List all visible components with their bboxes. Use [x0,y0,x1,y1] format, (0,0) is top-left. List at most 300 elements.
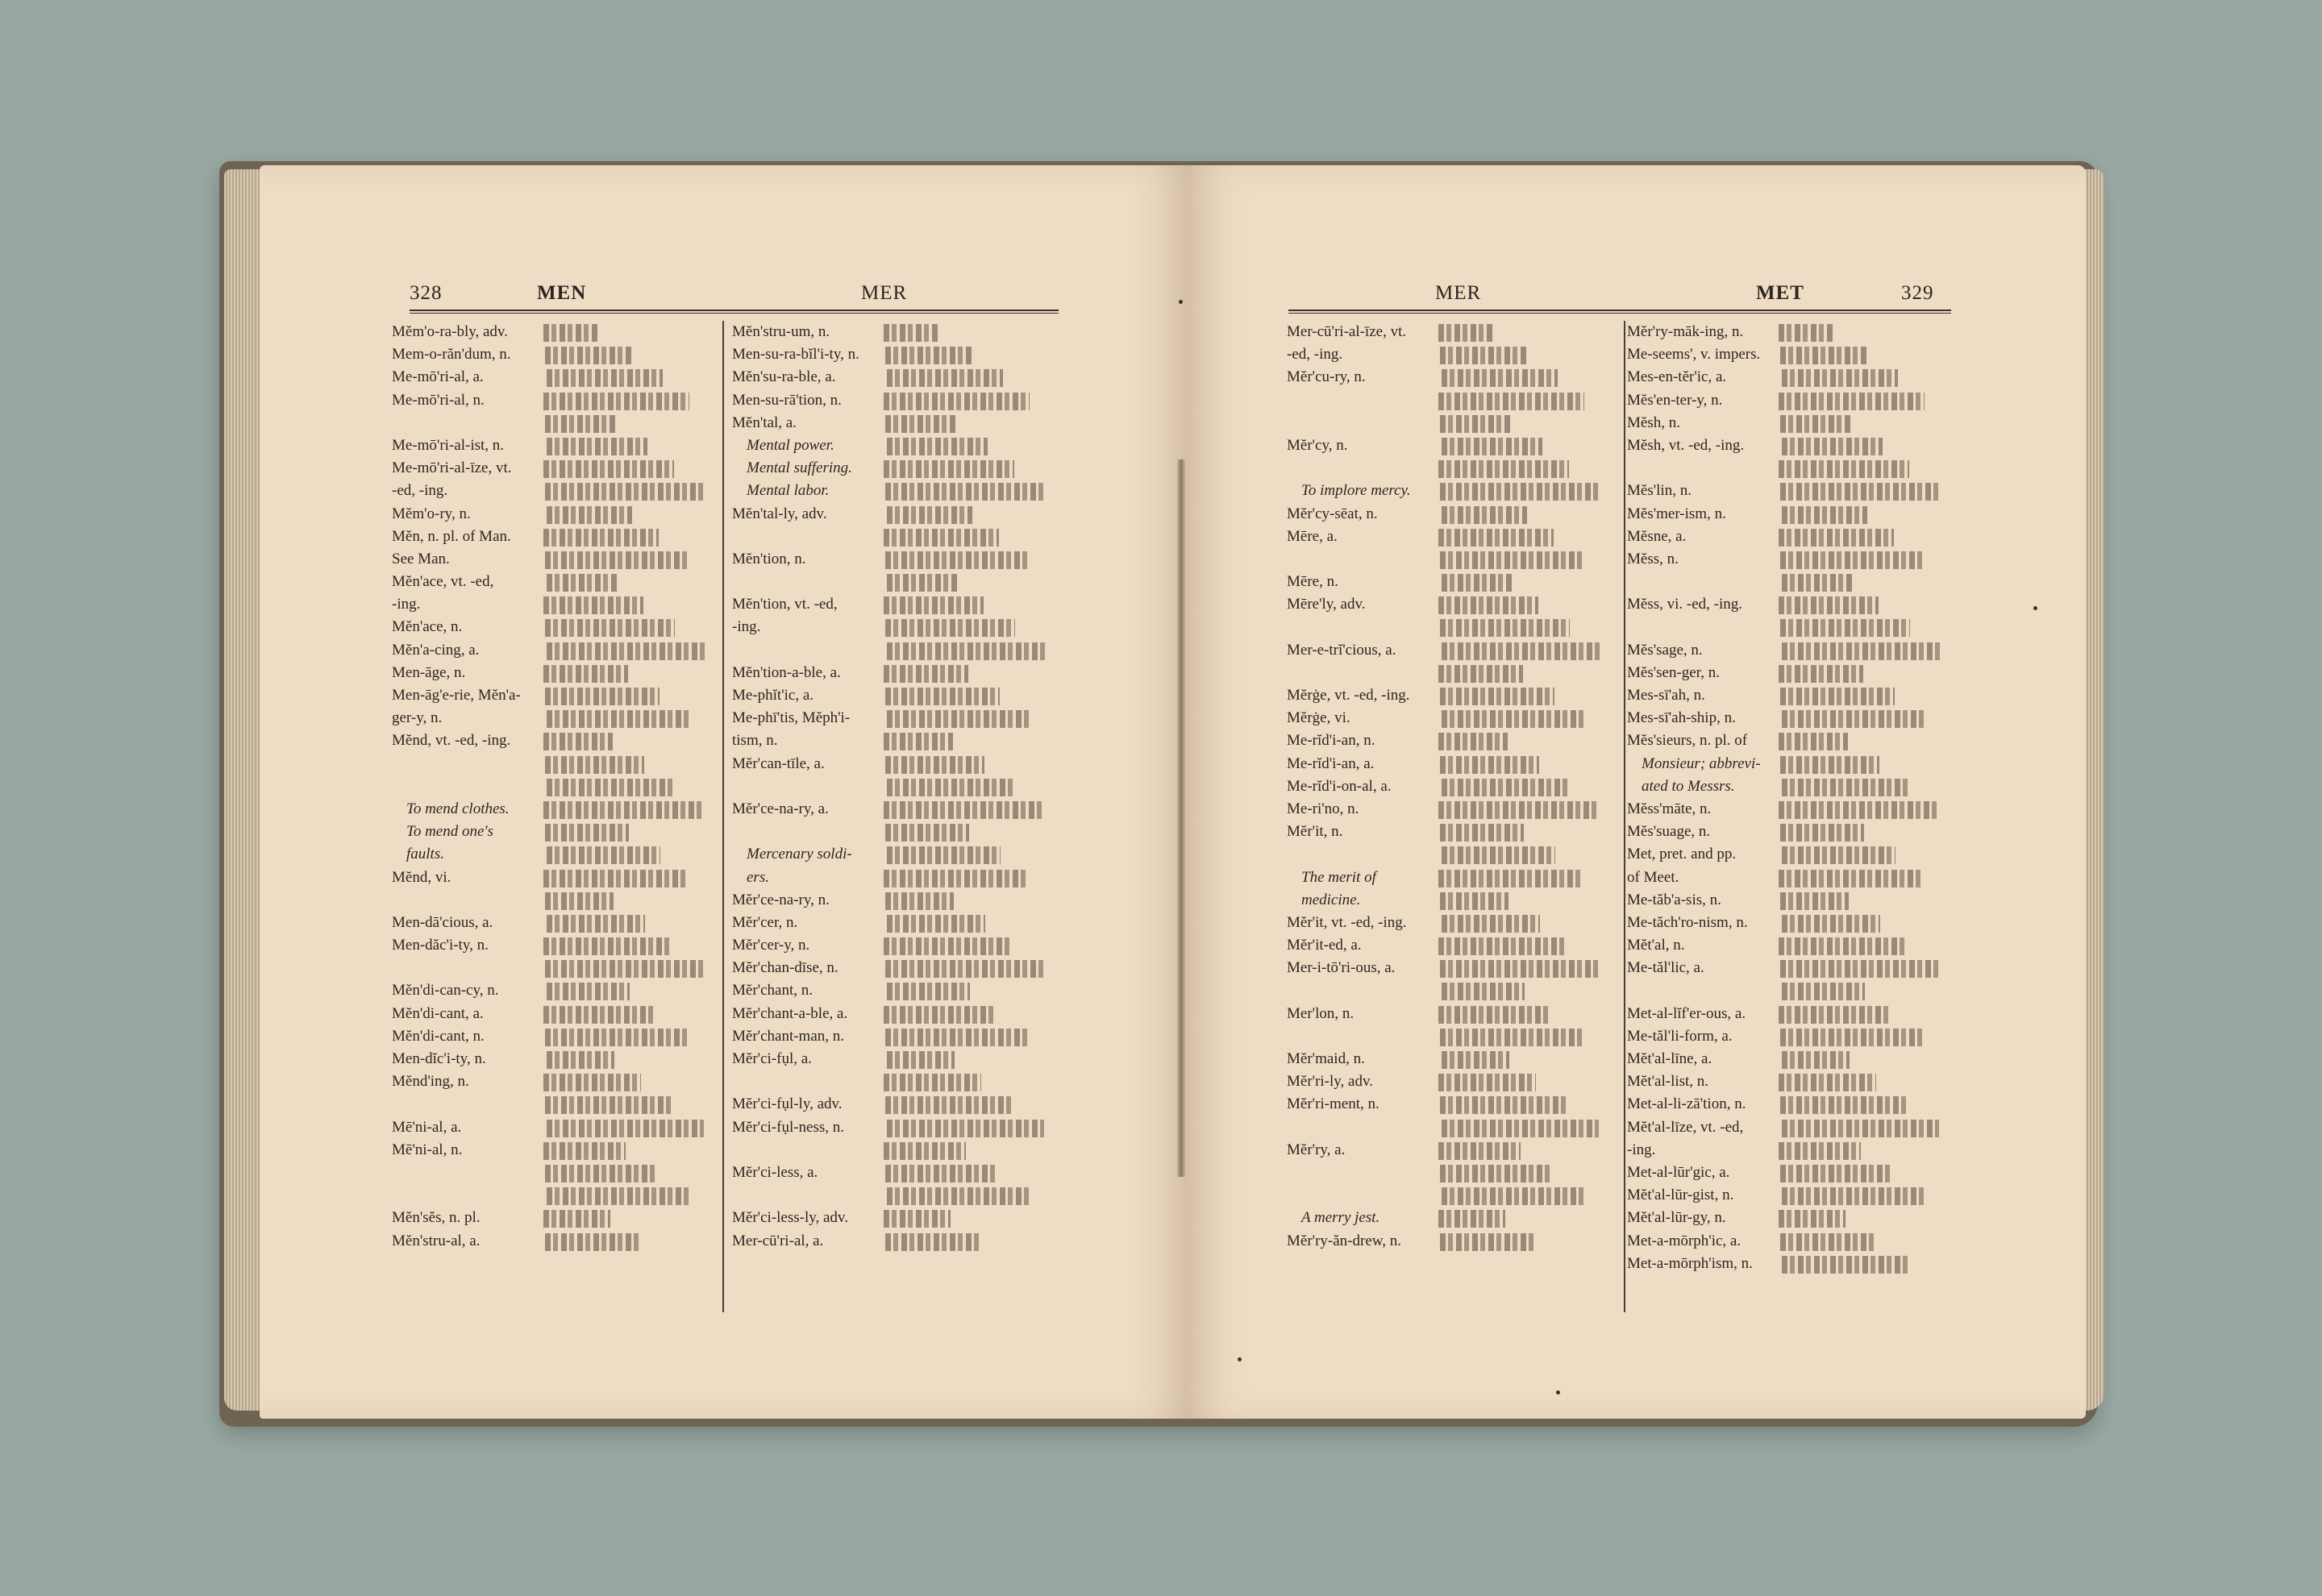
headword: Mĕm'o-ra-bly, adv. [392,323,508,340]
headword: Mĕr'ri-ment, n. [1287,1095,1379,1113]
headword: Me-ri'no, n. [1287,800,1359,817]
definition-glyphs [885,892,954,910]
dictionary-entry [392,957,718,979]
headword: Me-rĭd'i-an, a. [1287,754,1375,772]
headword: Mĕn'tion, vt. -ed, [732,596,838,613]
headword: Mĕr'ce-na-ry, n. [732,891,830,908]
header-rule [1288,310,1951,314]
definition-glyphs [1438,665,1523,683]
definition-glyphs [547,1187,689,1205]
definition-glyphs [1780,551,1925,569]
definition-glyphs [547,846,660,864]
headword: Mĕn'di-cant, n. [392,1027,485,1045]
definition-glyphs [1438,1074,1536,1091]
dictionary-entry [732,684,1059,707]
definition-glyphs [887,915,985,933]
definition-glyphs [1782,915,1880,933]
definition-glyphs [884,870,1027,887]
dictionary-entry [392,321,718,343]
dictionary-entry [1627,1116,1954,1139]
definition-glyphs [885,619,1015,637]
dictionary-entry [1627,526,1954,548]
headword: Mĕr'ri-ly, adv. [1287,1073,1374,1091]
headword: Me-tăl'li-form, a. [1627,1027,1733,1045]
dictionary-entry [732,434,1059,457]
dictionary-entry [1627,1025,1954,1048]
definition-glyphs [1780,756,1879,774]
definition-glyphs [545,415,616,433]
headword: Mĕn'sĕs, n. pl. [392,1209,481,1227]
definition-glyphs [1440,824,1524,842]
headword: Mer-cū'ri-al-īze, vt. [1287,323,1407,340]
dictionary-entry [392,1139,718,1162]
definition-glyphs [1779,870,1922,887]
left-page-header [410,282,1059,306]
definition-glyphs [884,1006,997,1024]
dictionary-entry [1627,1253,1954,1275]
dictionary-entry [732,843,1059,866]
dictionary-entry [1287,1003,1613,1025]
headword: Mĕr'cu-ry, n. [1287,368,1366,386]
definition-glyphs [1438,801,1597,819]
dictionary-entry [1287,366,1613,389]
dictionary-entry [1627,343,1954,366]
definition-glyphs [887,438,988,455]
definition-glyphs [543,1142,626,1160]
headword: Met, pret. and pp. [1627,846,1737,863]
definition-glyphs [1782,710,1926,728]
definition-glyphs [1782,1256,1908,1274]
dictionary-entry [1287,934,1613,957]
dictionary-entry [732,1184,1059,1207]
dictionary-entry [392,798,718,821]
definition-glyphs [1442,506,1527,524]
dictionary-entry [392,889,718,912]
definition-glyphs [1779,665,1863,683]
headword: Mĕn'tion, n. [732,550,806,567]
dictionary-entry [1287,753,1613,775]
headword: Me-tăl'lic, a. [1627,959,1704,977]
headword: Mĕr'can-tīle, a. [732,754,825,772]
dictionary-entry [1287,389,1613,412]
dictionary-entry [1627,412,1954,434]
headword: Mĕrġe, vt. -ed, -ing. [1287,687,1410,704]
definition-glyphs [1442,642,1601,660]
headword: Mĕt'al-līze, vt. -ed, [1627,1118,1744,1136]
paper-speck [1238,1357,1242,1361]
definition-glyphs [1442,438,1542,455]
definition-glyphs [1779,324,1835,342]
dictionary-entry [392,867,718,889]
definition-glyphs [543,460,674,478]
dictionary-entry [1627,1230,1954,1253]
definition-glyphs [1442,710,1586,728]
definition-glyphs [547,779,676,796]
definition-glyphs [1782,642,1941,660]
dictionary-entry [732,729,1059,752]
dictionary-entry [732,1003,1059,1025]
definition-glyphs [1440,347,1526,364]
dictionary-entry [1627,1093,1954,1116]
dictionary-entry [732,548,1059,571]
definition-glyphs [1442,915,1540,933]
dictionary-entry [732,1207,1059,1229]
definition-glyphs [1782,1051,1850,1069]
dictionary-entry [732,389,1059,412]
definition-glyphs [1780,688,1895,705]
headword: Mĕr'ci-less-ly, adv. [732,1209,848,1227]
headword: Mĕn'tion-a-ble, a. [732,663,841,681]
definition-glyphs [1440,483,1600,501]
dictionary-entry [732,1139,1059,1162]
dictionary-column [392,321,718,1253]
dictionary-entry [1627,616,1954,638]
dictionary-entry [392,480,718,502]
example-phrase: The merit of [1301,868,1376,886]
dictionary-entry [1627,366,1954,389]
headword: Met-al-li-zā'tion, n. [1627,1095,1746,1113]
dictionary-entry [1627,480,1954,502]
dictionary-entry [392,343,718,366]
example-phrase: Mental labor. [747,482,830,500]
definition-glyphs [1438,1142,1521,1160]
definition-glyphs [1442,1187,1583,1205]
definition-glyphs [1782,779,1911,796]
dictionary-entry [1627,798,1954,821]
example-phrase: ated to Messrs. [1642,777,1735,795]
definition-glyphs [885,756,984,774]
dictionary-entry [1627,729,1954,752]
dictionary-entry [732,412,1059,434]
headword: Mĕn, n. pl. of Man. [392,527,511,545]
dictionary-entry [392,593,718,616]
dictionary-entry [392,1070,718,1093]
definition-glyphs [547,369,663,387]
definition-glyphs [1780,619,1910,637]
dictionary-entry [732,1116,1059,1139]
dictionary-column [1627,321,1954,1275]
definition-glyphs [1442,369,1558,387]
definition-glyphs [1438,529,1554,547]
definition-glyphs [884,665,968,683]
dictionary-entry [392,934,718,957]
dictionary-entry [1627,503,1954,526]
dictionary-entry [732,821,1059,843]
headword: -ing. [392,596,421,613]
headword: -ed, -ing. [392,482,448,500]
dictionary-entry [1287,775,1613,798]
definition-glyphs [1440,892,1508,910]
headword: Mĕn'tal, a. [732,414,797,431]
headword: Men-su-ra-bĭl'i-ty, n. [732,346,859,364]
dictionary-entry [732,593,1059,616]
headword: Mĕr'cer, n. [732,913,798,931]
dictionary-entry [1287,957,1613,979]
header-rule [410,310,1059,314]
dictionary-entry [1287,1184,1613,1207]
page-number: 329 [1901,282,1934,304]
definition-glyphs [887,642,1047,660]
definition-glyphs [543,801,702,819]
definition-glyphs [543,1006,656,1024]
headword: -ing. [1627,1141,1656,1158]
dictionary-entry [732,707,1059,729]
definition-glyphs [545,347,631,364]
definition-glyphs [1779,733,1848,750]
definition-glyphs [1779,1210,1846,1228]
headword: Met-al-lĭf'er-ous, a. [1627,1004,1746,1022]
dictionary-entry [1287,821,1613,843]
definition-glyphs [543,324,600,342]
definition-glyphs [547,642,706,660]
dictionary-entry [1287,889,1613,912]
dictionary-entry [1627,571,1954,593]
definition-glyphs [1780,1165,1892,1182]
dictionary-entry [1627,593,1954,616]
dictionary-entry [1627,707,1954,729]
headword: Mĕr'cy-sēat, n. [1287,505,1378,522]
headword: Mĕsh, n. [1627,414,1680,431]
dictionary-entry [392,662,718,684]
headword: Mēre, a. [1287,527,1338,545]
definition-glyphs [543,665,628,683]
headword: Mĕn'stru-al, a. [392,1232,481,1249]
dictionary-entry [1627,934,1954,957]
headword: Men-dā'cious, a. [392,913,493,931]
guide-word-left: MER [1435,282,1482,304]
right-page-header [1288,282,1951,306]
paper-speck [1556,1390,1560,1394]
dictionary-entry [1287,480,1613,502]
definition-glyphs [547,506,632,524]
headword: Mē'ni-al, n. [392,1141,463,1158]
dictionary-entry [732,1230,1059,1253]
headword: Mĕn'a-cing, a. [392,641,480,659]
headword: Mĕr'ci-less, a. [732,1163,818,1181]
dictionary-entry [1287,412,1613,434]
headword: Mĕm'o-ry, n. [392,505,471,522]
dictionary-entry [392,1162,718,1184]
example-phrase: Mental power. [747,436,834,454]
headword: Mĕr'chan-dīse, n. [732,959,838,977]
dictionary-entry [1627,821,1954,843]
dictionary-entry [1287,1230,1613,1253]
headword: Mĕss'māte, n. [1627,800,1712,817]
definition-glyphs [1782,846,1895,864]
definition-glyphs [1438,324,1495,342]
dictionary-column [1287,321,1613,1253]
dictionary-entry [1287,912,1613,934]
definition-glyphs [545,551,690,569]
definition-glyphs [885,415,956,433]
definition-glyphs [1779,460,1909,478]
dictionary-entry [1287,548,1613,571]
definition-glyphs [1440,415,1511,433]
headword: Mĕs'sage, n. [1627,641,1703,659]
definition-glyphs [543,1210,610,1228]
headword: Met-a-mōrph'ic, a. [1627,1232,1742,1249]
definition-glyphs [884,596,984,614]
definition-glyphs [885,1165,997,1182]
paper-speck [1179,300,1183,304]
dictionary-entry [732,1093,1059,1116]
dictionary-entry [1627,1048,1954,1070]
definition-glyphs [887,1120,1044,1137]
headword: Mĕs'lin, n. [1627,482,1692,500]
headword: Mĕn'ace, vt. -ed, [392,573,494,591]
dictionary-entry [1287,343,1613,366]
dictionary-entry [392,457,718,480]
dictionary-entry [1287,798,1613,821]
example-phrase: faults. [406,846,444,863]
definition-glyphs [1779,937,1907,955]
dictionary-entry [732,1070,1059,1093]
headword: Mēre, n. [1287,573,1338,591]
definition-glyphs [885,347,972,364]
headword: Mem-o-răn'dum, n. [392,346,511,364]
headword: Men-āge, n. [392,663,466,681]
headword: Mĕnd'ing, n. [392,1073,469,1091]
definition-glyphs [543,937,672,955]
dictionary-entry [1287,1070,1613,1093]
definition-glyphs [1438,1006,1551,1024]
column-divider [722,321,724,1312]
dictionary-entry [732,1025,1059,1048]
headword: Mĕr'it, vt. -ed, -ing. [1287,913,1407,931]
definition-glyphs [1440,1029,1583,1046]
dictionary-entry [1287,1093,1613,1116]
headword: Mĕs'sieurs, n. pl. of [1627,732,1748,750]
definition-glyphs [547,574,617,592]
dictionary-entry [1627,548,1954,571]
headword: Mĕt'al-list, n. [1627,1073,1709,1091]
dictionary-entry [1627,1207,1954,1229]
headword: Mĕr'it-ed, a. [1287,937,1362,954]
dictionary-entry [1287,639,1613,662]
dictionary-entry [392,1116,718,1139]
dictionary-entry [392,821,718,843]
definition-glyphs [1440,960,1598,978]
dictionary-column [732,321,1059,1253]
definition-glyphs [1442,846,1555,864]
definition-glyphs [884,324,940,342]
headword: Mĕsh, vt. -ed, -ing. [1627,436,1745,454]
definition-glyphs [884,1074,981,1091]
dictionary-entry [1627,1162,1954,1184]
headword: Me-mō'ri-al-īze, vt. [392,459,512,477]
definition-glyphs [1442,779,1571,796]
dictionary-entry [732,662,1059,684]
headword: Mĕn'ace, n. [392,618,463,636]
headword: Men-dĭc'i-ty, n. [392,1050,486,1067]
definition-glyphs [887,779,1016,796]
dictionary-entry [1627,457,1954,480]
headword: Mĕn'tal-ly, adv. [732,505,827,522]
dictionary-entry [392,912,718,934]
headword: Mĕrġe, vi. [1287,709,1350,727]
column-divider [1624,321,1625,1312]
definition-glyphs [543,1074,641,1091]
definition-glyphs [1780,824,1864,842]
example-phrase: To mend one's [406,823,493,841]
dictionary-entry [732,366,1059,389]
definition-glyphs [887,846,1001,864]
definition-glyphs [1442,1120,1599,1137]
dictionary-entry [732,480,1059,502]
definition-glyphs [1780,1029,1923,1046]
dictionary-entry [392,389,718,412]
headword: Me-seems', v. impers. [1627,346,1761,364]
headword: Mĕr'ci-fụl, a. [732,1050,812,1067]
dictionary-entry [392,1207,718,1229]
dictionary-entry [392,616,718,638]
dictionary-entry [392,1048,718,1070]
definition-glyphs [1438,393,1584,410]
definition-glyphs [543,393,689,410]
headword: Mĕn'su-ra-ble, a. [732,368,836,386]
definition-glyphs [1438,1210,1505,1228]
dictionary-entry [732,503,1059,526]
dictionary-entry [1627,434,1954,457]
headword: Mĕr'ry, a. [1287,1141,1346,1158]
dictionary-entry [1287,1162,1613,1184]
guide-word-right: MER [861,282,908,304]
headword: Me-mō'ri-al, n. [392,391,485,409]
dictionary-entry [732,775,1059,798]
headword: Me-rĭd'i-on-al, a. [1287,777,1392,795]
dictionary-entry [732,639,1059,662]
definition-glyphs [545,619,675,637]
definition-glyphs [1779,1006,1891,1024]
definition-glyphs [545,892,614,910]
headword: Mĕr'ci-fụl-ly, adv. [732,1095,843,1113]
definition-glyphs [543,529,659,547]
definition-glyphs [543,733,613,750]
example-phrase: Monsieur; abbrevi- [1642,754,1761,772]
headword: Men-su-rā'tion, n. [732,391,842,409]
definition-glyphs [543,870,687,887]
headword: Mĕr'chant-a-ble, a. [732,1004,848,1022]
definition-glyphs [545,1029,688,1046]
definition-glyphs [1780,1096,1908,1114]
definition-glyphs [885,824,969,842]
paper-speck [2033,606,2037,610]
definition-glyphs [885,1096,1013,1114]
definition-glyphs [1782,574,1852,592]
definition-glyphs [545,960,703,978]
definition-glyphs [1780,960,1938,978]
book-gutter [1177,459,1185,1177]
headword: Mĕss, vi. -ed, -ing. [1627,596,1743,613]
dictionary-entry [732,979,1059,1002]
example-phrase: Mercenary soldi- [747,846,852,863]
example-phrase: A merry jest. [1301,1209,1380,1227]
dictionary-entry [732,934,1059,957]
definition-glyphs [1779,596,1879,614]
definition-glyphs [1440,1233,1537,1251]
dictionary-entry [1627,1070,1954,1093]
dictionary-entry [1287,707,1613,729]
headword: Me-rĭd'i-an, n. [1287,732,1375,750]
dictionary-entry [732,889,1059,912]
definition-glyphs [1440,619,1570,637]
headword: Mĕs'mer-ism, n. [1627,505,1726,522]
definition-glyphs [1442,574,1512,592]
dictionary-entry [392,1230,718,1253]
definition-glyphs [885,551,1030,569]
dictionary-entry [1287,1025,1613,1048]
headword: Met-a-mōrph'ism, n. [1627,1254,1753,1272]
